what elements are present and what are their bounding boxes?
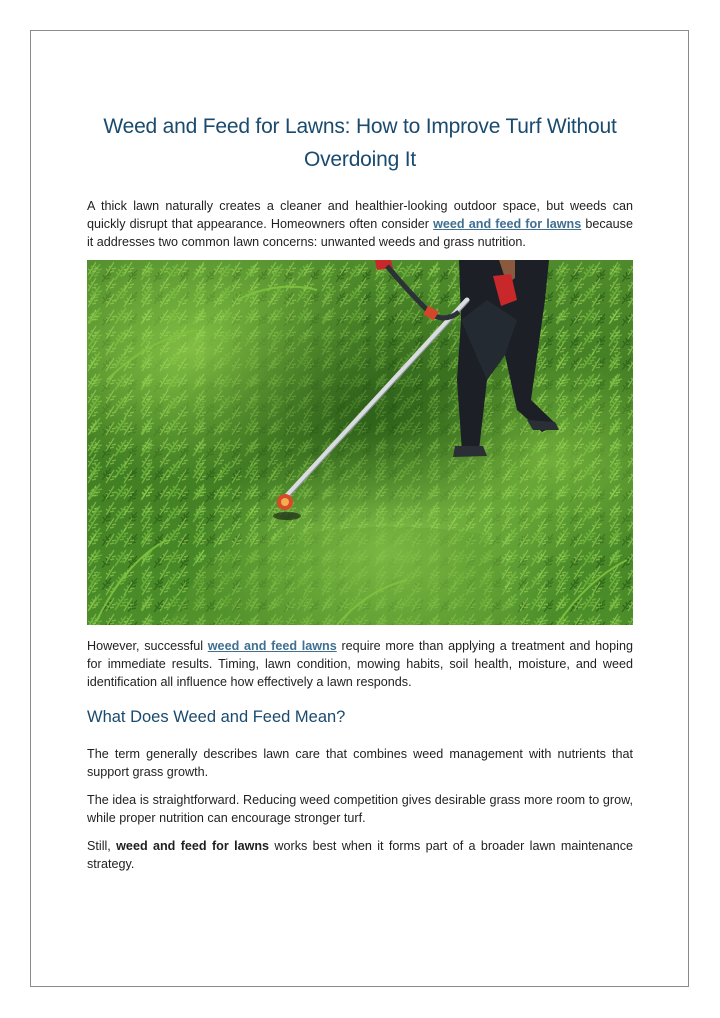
strategy-paragraph	[87, 837, 633, 873]
strategy-text-end: works best when it forms part of a broader lawn maintenance strategy.	[87, 839, 633, 871]
strategy-text-start: Still,	[87, 839, 117, 853]
document-content	[87, 110, 633, 873]
intro-text-start: A thick lawn naturally creates a cleaner and healthier-looking outdoor space, but weeds can quickly disrupt that appearance. Homeowners often consider	[87, 199, 633, 231]
weed-and-feed-lawns-link[interactable]: weed and feed lawns	[207, 639, 337, 653]
after-image-paragraph	[87, 637, 633, 691]
intro-paragraph	[87, 197, 633, 251]
definition-paragraph: The term generally describes lawn care that combines weed management with nutrients that support grass growth.	[87, 747, 633, 779]
strategy-bold-keyword: weed and feed for lawns	[116, 839, 270, 853]
idea-paragraph: The idea is straightforward. Reducing weed competition gives desirable grass more room to grow, while proper nutrition can encourage stronger turf.	[87, 793, 633, 825]
lawn-trimming-photo	[87, 260, 633, 625]
section-heading: What Does Weed and Feed Mean?	[87, 708, 346, 726]
intro-text-end: because it addresses two common lawn concerns: unwanted weeds and grass nutrition.	[87, 217, 633, 249]
after-image-text-start: However, successful	[87, 639, 208, 653]
page-title: Weed and Feed for Lawns: How to Improve Turf Without Overdoing It	[103, 115, 617, 171]
after-image-text-end: require more than applying a treatment and hoping for immediate results. Timing, lawn condition, mowing habits, soil health, moisture, and weed identification all influence how effectively a lawn responds.	[87, 639, 633, 689]
weed-and-feed-for-lawns-link[interactable]: weed and feed for lawns	[433, 217, 582, 231]
